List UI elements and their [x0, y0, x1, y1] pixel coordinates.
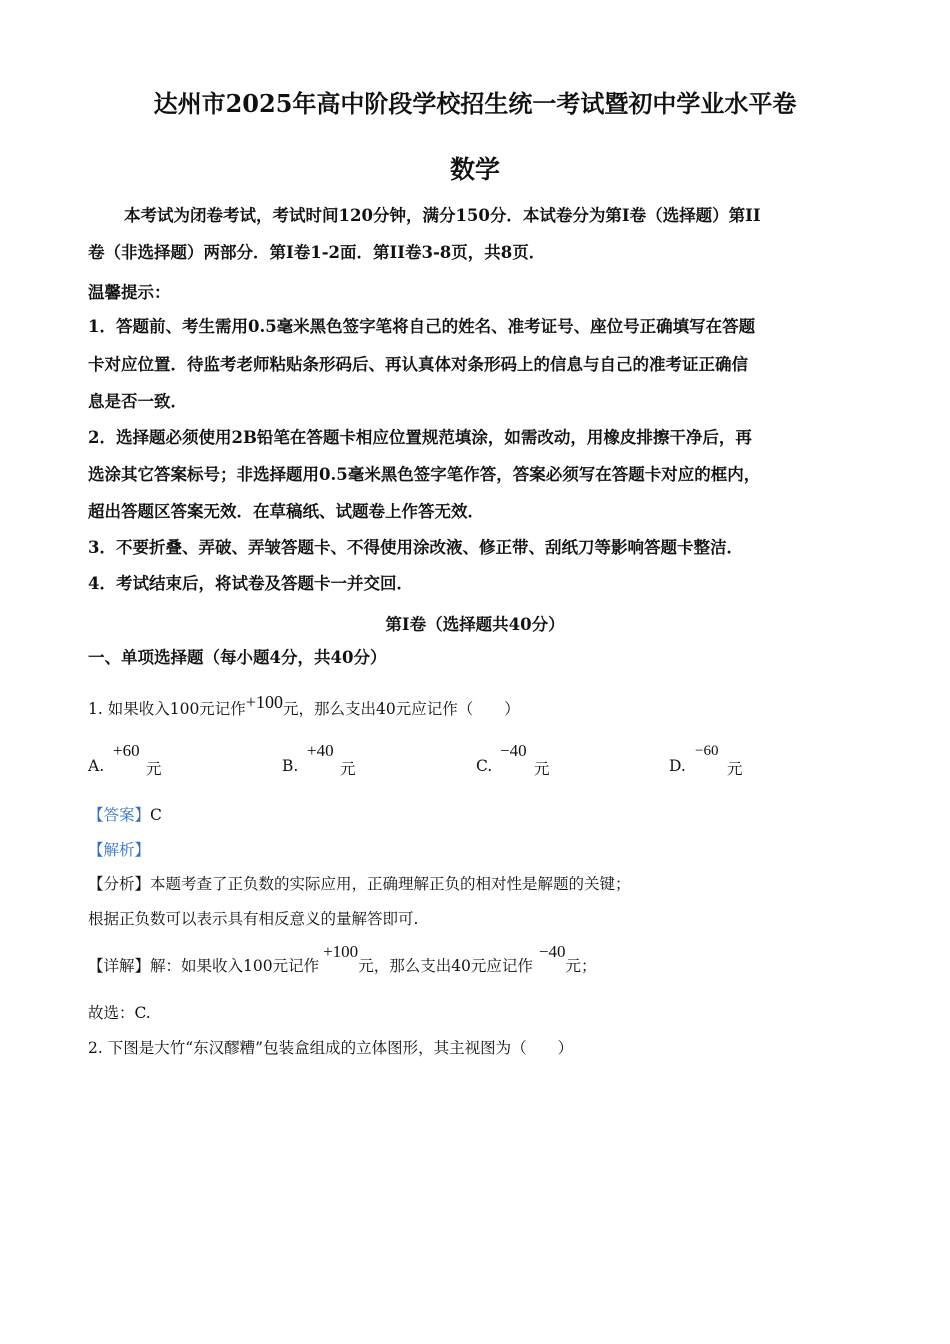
q1-text-a: 1. 如果收入100元记作 [88, 700, 246, 718]
detail-text-b: 元，那么支出40元应记作 [358, 957, 533, 975]
q1-answer [88, 805, 162, 825]
tip-1-line-1: 1．答题前、考生需用0.5毫米黑色签字笔将自己的姓名、准考证号、座位号正确填写在答题 [88, 317, 756, 336]
tips-heading: 温馨提示： [88, 283, 171, 302]
q1-text-b: 元，那么支出40元应记作（ ） [282, 700, 520, 718]
option-a-unit: 元 [146, 760, 162, 778]
intro-line-1: 本考试为闭卷考试，考试时间120分钟，满分150分．本试卷分为第I卷（选择题）第II [124, 206, 761, 225]
tip-3: 3．不要折叠、弄破、弄皱答题卡、不得使用涂改液、修正带、刮纸刀等影响答题卡整洁． [88, 538, 743, 557]
option-c-label: C. [476, 757, 493, 775]
q1-option-c[interactable] [476, 741, 550, 778]
tip-1-line-2: 卡对应位置．待监考老师粘贴条形码后、再认真体对条形码上的信息与自己的准考证正确信 [88, 355, 748, 374]
q1-fenxi-2: 根据正负数可以表示具有相反意义的量解答即可. [88, 910, 419, 928]
option-a-value: +60 [113, 741, 140, 760]
tip-2-line-3: 超出答题区答案无效．在草稿纸、试题卷上作答无效． [88, 502, 484, 521]
option-b-value: +40 [307, 741, 334, 760]
option-a-label: A. [88, 757, 105, 775]
tip-1-line-3: 息是否一致． [88, 392, 187, 411]
section-heading: 一、单项选择题（每小题4分，共40分） [88, 648, 387, 667]
subject-title: 数学 [449, 155, 500, 184]
detail-math-2: −40 [538, 942, 566, 961]
q1-detail [88, 942, 597, 976]
option-d-value: −60 [695, 743, 719, 759]
option-b-unit: 元 [340, 760, 356, 778]
option-b-label: B. [282, 757, 299, 775]
exam-title: 达州市2025年高中阶段学校招生统一考试暨初中学业水平卷 [153, 89, 797, 118]
q1-stem [88, 692, 520, 719]
q1-choose: 故选：C. [88, 1004, 151, 1022]
detail-text-c: 元； [565, 957, 597, 975]
tip-2-line-2: 选涂其它答案标号；非选择题用0.5毫米黑色签字笔作答，答案必须写在答题卡对应的框内， [88, 465, 761, 484]
option-d-label: D. [669, 757, 686, 775]
analysis-tag: 【解析】 [88, 841, 151, 859]
part-one-title: 第I卷（选择题共40分） [385, 615, 565, 634]
intro-line-2: 卷（非选择题）两部分．第I卷1-2面．第II卷3-8页，共8页． [88, 243, 546, 262]
q1-math: +100 [245, 692, 283, 712]
tip-4: 4．考试结束后，将试卷及答题卡一并交回． [88, 574, 413, 593]
q1-fenxi: 【分析】本题考查了正负数的实际应用，正确理解正负的相对性是解题的关键； [88, 875, 631, 893]
q2-stem: 2. 下图是大竹“东汉醪糟”包装盒组成的立体图形，其主视图为（ ） [88, 1039, 574, 1057]
answer-tag: 【答案】 [88, 806, 151, 824]
detail-math-1: +100 [323, 942, 359, 961]
q1-option-a[interactable] [88, 741, 162, 778]
option-c-unit: 元 [534, 760, 550, 778]
q1-option-d[interactable] [669, 743, 743, 778]
answer-value: C [150, 806, 162, 824]
option-c-value: −40 [500, 741, 527, 760]
option-d-unit: 元 [727, 760, 743, 778]
tip-2-line-1: 2．选择题必须使用2B铅笔在答题卡相应位置规范填涂，如需改动，用橡皮排擦干净后，再 [88, 428, 752, 447]
detail-text-a: 【详解】解：如果收入100元记作 [88, 957, 320, 975]
q1-option-b[interactable] [282, 741, 356, 778]
